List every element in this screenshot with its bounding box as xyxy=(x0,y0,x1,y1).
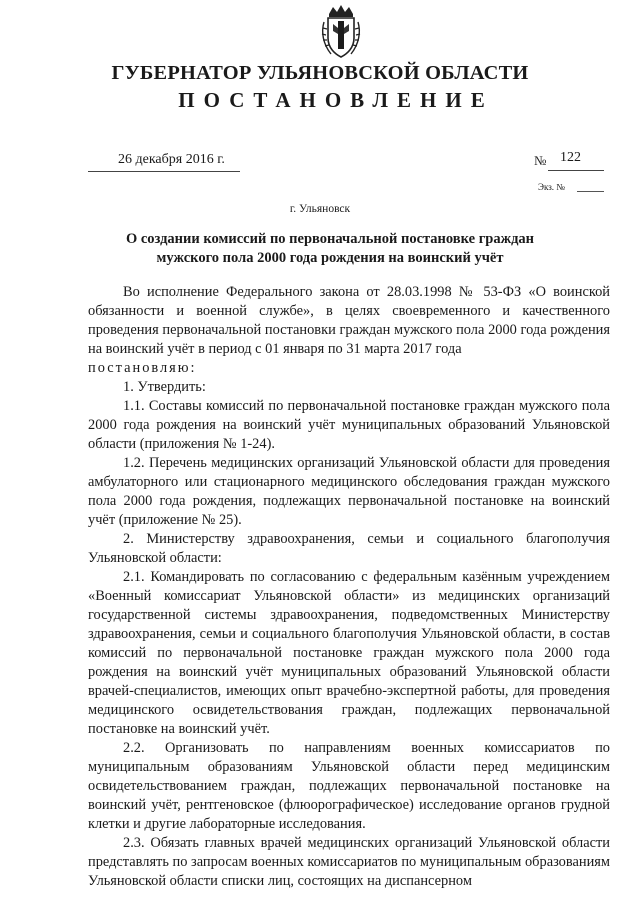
paragraph-1-2: 1.2. Перечень медицинских организаций Ульяновской области для проведения амбулаторного или стационарного медицинского обследования граждан мужского пола 2000 года рождения, подлежащих первоначальной постановке на воинский учёт (приложение № 25). xyxy=(88,455,610,528)
organization-title: ГУБЕРНАТОР УЛЬЯНОВСКОЙ ОБЛАСТИ xyxy=(111,62,529,84)
copy-number-label: Экз. № xyxy=(538,182,565,192)
paragraph-2-2: 2.2. Организовать по направлениям военных комиссариатов по муниципальным образованиям Ульяновской области перед медицинским освидетельствованием граждан, подлежащих первоначальной постановке на воинский учёт, рентгеновское (флюорографическое) исследование органов грудной клетки и другие лабораторные исследования. xyxy=(88,740,610,832)
paragraph-2: 2. Министерству здравоохранения, семьи и социального благополучия Ульяновской области: xyxy=(88,531,610,566)
document-type-title: ПОСТАНОВЛЕНИЕ xyxy=(178,88,494,112)
copy-number-underline xyxy=(577,181,604,192)
city: г. Ульяновск xyxy=(289,203,351,215)
document-body xyxy=(88,283,610,891)
document-subject: О создании комиссий по первоначальной постановке граждан мужского пола 2000 года рождения на воинский учёт xyxy=(125,231,535,266)
paragraph-1: 1. Утвердить: xyxy=(123,379,206,395)
resolve-word: постановляю: xyxy=(88,360,197,376)
coat-of-arms-icon xyxy=(319,4,363,60)
document-date: 26 декабря 2016 г. xyxy=(118,152,225,167)
paragraph-1-1: 1.1. Составы комиссий по первоначальной постановке граждан мужского пола 2000 года рождения на воинский учёт муниципальных образований Ульяновской области (приложения № 1-24). xyxy=(88,398,610,452)
paragraph-2-1: 2.1. Командировать по согласованию с федеральным казённым учреждением «Военный комиссариат Ульяновской области» из медицинских организаций государственной системы здравоохранения, подведомственных Министерству здравоохранения, семьи и социального благополучия Ульяновской области, в состав комиссий по первоначальной постановке граждан мужского пола 2000 года рождения на воинский учёт муниципальных образований Ульяновской области врачей-специалистов, имеющих опыт врачебно-экспертной работы, для проведения медицинского освидетельствования граждан, подлежащих первоначальной постановке на воинский учёт. xyxy=(88,569,610,737)
document-number: 122 xyxy=(560,150,581,165)
paragraph-2-3: 2.3. Обязать главных врачей медицинских организаций Ульяновской области представлять по запросам военных комиссариатов по муниципальным образованиям Ульяновской области списки лиц, состоящих на диспансерном xyxy=(88,835,610,889)
number-label: № xyxy=(534,153,547,168)
preamble-paragraph: Во исполнение Федерального закона от 28.03.1998 № 53-ФЗ «О воинской обязанности и военной службе», в целях своевременного и качественного проведения первоначальной постановки граждан мужского пола 2000 года рождения на воинский учёт в период с 01 января по 31 марта 2017 года xyxy=(88,284,610,357)
